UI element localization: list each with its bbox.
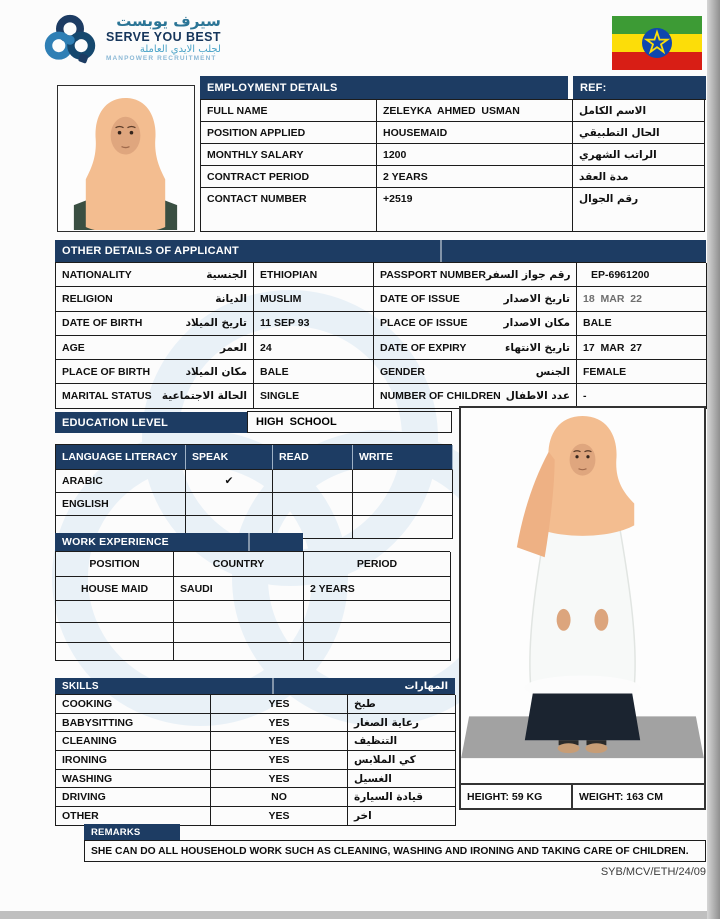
other-details-table bbox=[55, 262, 706, 409]
field-label-en: PLACE OF BIRTH bbox=[62, 365, 151, 378]
ethiopia-flag-icon bbox=[612, 16, 702, 70]
field-label bbox=[374, 360, 577, 384]
field-label-ar: عدد الاطفال bbox=[505, 390, 570, 403]
skill-value: YES bbox=[211, 695, 348, 714]
field-label-en: RELIGION bbox=[62, 292, 113, 305]
country-cell bbox=[174, 601, 304, 623]
field-label-ar: الجنس bbox=[535, 365, 570, 378]
position-cell bbox=[56, 643, 174, 661]
field-label bbox=[374, 287, 577, 311]
field-label-ar: تاريخ الاصدار bbox=[503, 292, 570, 305]
skills-title-ar: المهارات bbox=[404, 680, 448, 692]
field-label-en: NATIONALITY bbox=[62, 268, 132, 281]
skills-header bbox=[55, 678, 455, 694]
work-experience-table bbox=[55, 551, 450, 661]
field-label-ar: الحال التطبيقي bbox=[573, 122, 705, 144]
field-label bbox=[56, 336, 254, 360]
field-label-en: GENDER bbox=[380, 365, 425, 378]
employment-details-title: EMPLOYMENT DETAILS bbox=[207, 81, 338, 94]
field-label bbox=[56, 263, 254, 287]
column-header: SPEAK bbox=[186, 445, 273, 470]
field-label-ar: الراتب الشهري bbox=[573, 144, 705, 166]
position-cell bbox=[56, 623, 174, 643]
agency-name-arabic: سيرف يوبست bbox=[116, 12, 221, 30]
skill-value: YES bbox=[211, 807, 348, 826]
work-experience-header bbox=[55, 533, 303, 551]
field-value: +2519 bbox=[377, 188, 573, 232]
field-label: CONTACT NUMBER bbox=[201, 188, 377, 232]
field-label-en: PLACE OF ISSUE bbox=[380, 317, 468, 330]
field-label bbox=[374, 263, 577, 287]
scan-edge-right bbox=[707, 0, 720, 919]
skill-name-ar: رعاية الصغار bbox=[348, 714, 456, 733]
field-label-en: DATE OF BIRTH bbox=[62, 317, 143, 330]
period-cell: 2 YEARS bbox=[304, 577, 451, 601]
field-label-ar: رقم جواز السفر bbox=[485, 268, 571, 281]
field-value: - bbox=[577, 384, 707, 408]
field-value: 18 MAR 22 bbox=[577, 287, 707, 311]
column-header: COUNTRY bbox=[174, 552, 304, 577]
agency-logo-text bbox=[106, 13, 221, 62]
period-cell bbox=[304, 623, 451, 643]
language-name: ENGLISH bbox=[56, 493, 186, 516]
skill-value: YES bbox=[211, 714, 348, 733]
agency-logo bbox=[42, 13, 221, 69]
field-value: 24 bbox=[254, 336, 374, 360]
field-label bbox=[374, 336, 577, 360]
skill-name-ar: الغسيل bbox=[348, 770, 456, 789]
agency-name-english: SERVE YOU BEST bbox=[106, 29, 221, 44]
field-label bbox=[56, 312, 254, 336]
field-value: FEMALE bbox=[577, 360, 707, 384]
field-label-en: PASSPORT NUMBER bbox=[380, 268, 486, 281]
field-label-ar: الحالة الاجتماعية bbox=[161, 390, 247, 403]
work-experience-title: WORK EXPERIENCE bbox=[62, 536, 169, 548]
language-name: ARABIC bbox=[56, 470, 186, 493]
field-value: BALE bbox=[254, 360, 374, 384]
skill-name-ar: التنظيف bbox=[348, 732, 456, 751]
skills-title: SKILLS bbox=[62, 680, 99, 692]
field-label-ar: العمر bbox=[219, 341, 247, 354]
applicant-headshot-photo bbox=[57, 85, 195, 232]
write-cell bbox=[353, 470, 453, 493]
weight-value: WEIGHT: 163 CM bbox=[579, 790, 664, 803]
skill-name: WASHING bbox=[56, 770, 211, 789]
height-value: HEIGHT: 59 KG bbox=[461, 785, 573, 808]
employment-details-table bbox=[200, 99, 706, 232]
column-header: POSITION bbox=[56, 552, 174, 577]
skill-name: COOKING bbox=[56, 695, 211, 714]
field-value: SINGLE bbox=[254, 384, 374, 408]
field-label: MONTHLY SALARY bbox=[201, 144, 377, 166]
position-cell: HOUSE MAID bbox=[56, 577, 174, 601]
ref-label: REF: bbox=[580, 81, 607, 94]
field-label-ar: تاريخ الميلاد bbox=[185, 317, 247, 330]
agency-tagline-english: MANPOWER RECRUITMENT bbox=[106, 54, 217, 62]
speak-checkmark: ✔ bbox=[186, 470, 273, 493]
field-value: ETHIOPIAN bbox=[254, 263, 374, 287]
document-reference-code: SYB/MCV/ETH/24/09 bbox=[600, 866, 706, 878]
period-cell bbox=[304, 601, 451, 623]
field-value: MUSLIM bbox=[254, 287, 374, 311]
field-value: 2 YEARS bbox=[377, 166, 573, 188]
field-label-en: NUMBER OF CHILDREN bbox=[380, 390, 501, 403]
ref-header bbox=[573, 76, 706, 99]
field-label bbox=[56, 287, 254, 311]
skill-value: YES bbox=[211, 770, 348, 789]
field-label bbox=[56, 384, 254, 408]
skill-name: CLEANING bbox=[56, 732, 211, 751]
field-label-ar: الديانة bbox=[215, 292, 247, 305]
field-value: HOUSEMAID bbox=[377, 122, 573, 144]
skill-name: DRIVING bbox=[56, 788, 211, 807]
field-label-en: AGE bbox=[62, 341, 85, 354]
field-label-en: DATE OF ISSUE bbox=[380, 292, 460, 305]
agency-logo-icon bbox=[42, 13, 98, 69]
field-value: 17 MAR 27 bbox=[577, 336, 707, 360]
field-label-ar: رقم الجوال bbox=[573, 188, 705, 232]
remarks-text: SHE CAN DO ALL HOUSEHOLD WORK SUCH AS CLEANING, WASHING AND IRONING AND TAKING CARE OF CHILDREN. bbox=[84, 840, 706, 862]
field-label: CONTRACT PERIOD bbox=[201, 166, 377, 188]
field-label-ar: مكان الميلاد bbox=[185, 365, 247, 378]
field-label bbox=[56, 360, 254, 384]
other-details-header bbox=[55, 240, 706, 262]
country-cell bbox=[174, 623, 304, 643]
field-value: ZELEYKA AHMED USMAN bbox=[377, 100, 573, 122]
field-label-ar: الجنسية bbox=[206, 268, 247, 281]
height-weight-row bbox=[461, 783, 704, 808]
field-label: FULL NAME bbox=[201, 100, 377, 122]
employment-details-header bbox=[200, 76, 568, 99]
skill-name-ar: اخر bbox=[348, 807, 456, 826]
applicant-fullbody-photo bbox=[461, 408, 704, 783]
remarks-header bbox=[84, 824, 180, 840]
scan-edge-bottom bbox=[0, 911, 707, 919]
country-cell bbox=[174, 643, 304, 661]
field-value: BALE bbox=[577, 312, 707, 336]
field-label-ar: تاريخ الانتهاء bbox=[505, 341, 570, 354]
column-header: READ bbox=[273, 445, 353, 470]
field-label-en: DATE OF EXPIRY bbox=[380, 341, 467, 354]
skill-name-ar: طبخ bbox=[348, 695, 456, 714]
period-cell bbox=[304, 643, 451, 661]
language-literacy-table bbox=[55, 444, 452, 539]
skill-name: IRONING bbox=[56, 751, 211, 770]
education-level-value: HIGH SCHOOL bbox=[247, 411, 452, 433]
write-cell bbox=[353, 516, 453, 539]
remarks-title: REMARKS bbox=[91, 826, 141, 838]
speak-cell bbox=[186, 493, 273, 516]
field-label bbox=[374, 312, 577, 336]
position-cell bbox=[56, 601, 174, 623]
field-label-ar: مدة العقد bbox=[573, 166, 705, 188]
field-label-ar: مكان الاصدار bbox=[503, 317, 570, 330]
skill-value: NO bbox=[211, 788, 348, 807]
read-cell bbox=[273, 470, 353, 493]
write-cell bbox=[353, 493, 453, 516]
skill-name: OTHER bbox=[56, 807, 211, 826]
field-label-ar: الاسم الكامل bbox=[573, 100, 705, 122]
skill-value: YES bbox=[211, 751, 348, 770]
skill-name-ar: كي الملابس bbox=[348, 751, 456, 770]
read-cell bbox=[273, 493, 353, 516]
column-header: LANGUAGE LITERACY bbox=[56, 445, 186, 470]
agency-tagline-arabic: لجلب الايدي العاملة bbox=[139, 43, 221, 55]
column-header: PERIOD bbox=[304, 552, 451, 577]
education-level-label: EDUCATION LEVEL bbox=[62, 416, 169, 429]
field-value: EP-6961200 bbox=[577, 263, 707, 287]
field-value: 11 SEP 93 bbox=[254, 312, 374, 336]
education-level-header bbox=[55, 412, 247, 433]
column-header: WRITE bbox=[353, 445, 453, 470]
field-label: POSITION APPLIED bbox=[201, 122, 377, 144]
field-label-en: MARITAL STATUS bbox=[62, 390, 152, 403]
other-details-title: OTHER DETAILS OF APPLICANT bbox=[62, 245, 239, 257]
skill-name: BABYSITTING bbox=[56, 714, 211, 733]
applicant-fullbody-photo-panel bbox=[459, 406, 706, 810]
country-cell: SAUDI bbox=[174, 577, 304, 601]
skill-name-ar: قيادة السيارة bbox=[348, 788, 456, 807]
skills-table bbox=[55, 694, 455, 826]
skill-value: YES bbox=[211, 732, 348, 751]
field-value: 1200 bbox=[377, 144, 573, 166]
